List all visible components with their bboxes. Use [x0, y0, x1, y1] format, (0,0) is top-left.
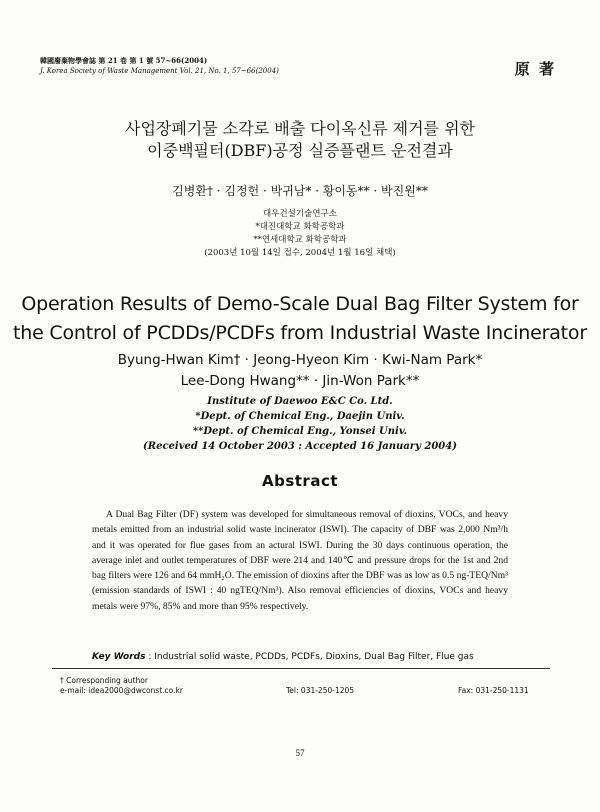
korean-affiliation: *대진대학교 화학공학과	[255, 222, 345, 232]
english-affiliations	[0, 394, 600, 454]
author-fax: Fax: 031-250-1131	[458, 686, 529, 695]
page-number: 57	[295, 748, 305, 758]
corresponding-author-label: † Corresponding author	[60, 676, 148, 685]
author-email: e-mail: idea2000@dwconst.co.kr	[60, 686, 183, 695]
english-affiliation: Institute of Daewoo E&C Co. Ltd.	[207, 396, 393, 407]
english-authors-line-1: Byung-Hwan Kim† · Jeong-Hyeon Kim · Kwi-Nam Park*	[117, 352, 483, 368]
keywords-text: : Industrial solid waste, PCDDs, PCDFs, Dioxins, Dual Bag Filter, Flue gas	[148, 652, 474, 662]
english-title	[0, 290, 600, 348]
abstract-heading: Abstract	[261, 472, 339, 490]
journal-citation-korean: 韓國廢棄物學會誌 第 21 卷 第 1 號 57~66(2004)	[40, 56, 208, 65]
author-telephone: Tel: 031-250-1205	[286, 686, 355, 695]
english-title-line-1: Operation Results of Demo-Scale Dual Bag Filter System for	[21, 293, 579, 315]
footnote-divider	[52, 668, 550, 669]
korean-affiliations	[0, 208, 600, 260]
korean-affiliation: 대우건설기술연구소	[263, 209, 337, 219]
english-authors-line-2: Lee-Dong Hwang** · Jin-Won Park**	[180, 373, 420, 389]
abstract-text: A Dual Bag Filter (DF) system was developed for simultaneous removal of dioxins, VOCs, and heavy metals emitted from an industrial solid waste incinerator (ISWI). The capacity of DBF was 2,000 Nm³/h and it was operated for flue gases from an actural ISWI. During the 30 days continuous operation, the average inlet and outlet temperatures of DBF were 214 and 140℃ and pressure drops for the 1st and 2nd bag filters were 126 and 64 mmH₂O. The emission of dioxins after the DBF was as low as 0.5 ng-TEQ/Nm³ (emission standards of ISWI : 40 ngTEQ/Nm³). Also removal efficiencies of dioxins, VOCs and heavy metals were 97%, 85% and more than 95% respectively.	[92, 509, 508, 612]
keywords-label: Key Words	[92, 652, 146, 662]
journal-header	[40, 56, 279, 76]
korean-authors: 김병환† · 김정헌 · 박귀남* · 황이동** · 박진원**	[172, 184, 428, 198]
korean-title-line-1: 사업장폐기물 소각로 배출 다이옥신류 제거를 위한	[124, 119, 475, 138]
abstract-body	[92, 507, 508, 614]
korean-title-line-2: 이중백필터(DBF)공정 실증플랜트 운전결과	[147, 141, 453, 160]
journal-citation-english: J. Korea Society of Waste Management Vol. 21, No. 1, 57~66(2004)	[40, 67, 279, 75]
english-affiliation: **Dept. of Chemical Eng., Yonsei Univ.	[192, 426, 408, 437]
english-authors	[0, 350, 600, 392]
footnote	[60, 676, 560, 696]
keywords	[92, 652, 512, 662]
korean-affiliation: **연세대학교 화학공학과	[253, 235, 347, 245]
english-title-line-2: the Control of PCDDs/PCDFs from Industrial Waste Incinerator	[13, 322, 587, 344]
english-affiliation: *Dept. of Chemical Eng., Daejin Univ.	[195, 411, 405, 422]
korean-received-dates: (2003년 10월 14일 접수, 2004년 1월 16일 채택)	[204, 248, 396, 258]
korean-title	[0, 118, 600, 162]
english-received-dates: (Received 14 October 2003 : Accepted 16 January 2004)	[143, 441, 457, 452]
article-type-tag: 原 著	[514, 60, 556, 78]
